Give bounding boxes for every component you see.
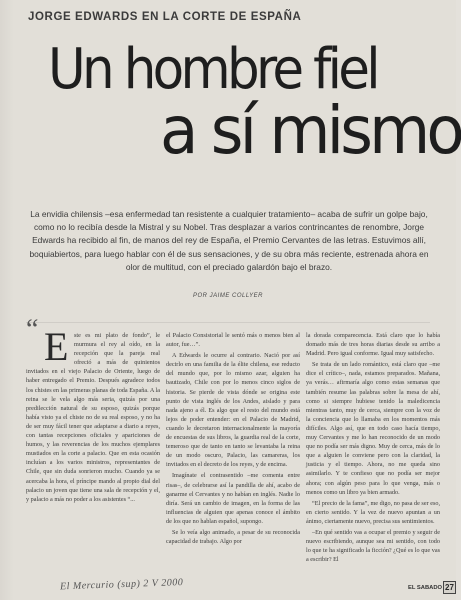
paragraph: Se trata de un lado romántico, está claro que –me dice el crítico–, nada, estamos preparados. Mañana, ya verás… afirmaría algo como estas semanas que también resume las palabras sobre la mesa de ahí, como si siempre hubiese tenido la maledicencia mientras tanto, muy de cerca, siempre con la voz de la conciencia que lo llamaba en los momentos más difíciles. Algo así, que en todo caso hacía tiempo, muy Cervantes y me lo han reconocido de un modo que no podía ser más digno. Muy de cerca, más de lo que a alguien le conviene pero con la claridad, la justicia y el tiempo. Ahora, no me queda sino asimilarlo. Y te confieso que no podía ser mejor ahora; con algún peso para lo que venga, más o menos como un libro ya bien armado.	[306, 361, 440, 496]
quote-mark: “	[26, 314, 39, 345]
article-column-3	[306, 331, 440, 564]
byline: POR JAIME COLLYER	[193, 293, 263, 299]
paragraph: Se lo veía algo animado, a pesar de su reconocida capacidad de trabajo. Algo por	[166, 528, 300, 546]
headline-line-1: Un hombre fiel	[48, 37, 377, 102]
headline-line-2: a sí mismo	[160, 92, 461, 169]
paragraph: ste es mi plato de fondo”, le murmura el rey al oído, en la recepción que la pareja real ofreció a más de quinientos invitados en el viejo Palacio de Oriente, luego de haber entregado el Premio. Después agradece todos los chistes en las primeras planas de toda España. A la reina se le vela algo más seria, quizás por una predilección natural de su esposo, quizás porque había visto ya el chiste no de su real esposo, y no ha de ser muy fácil tener que adaptarse a diario a reyes, con tantas recepciones oficiales y apariciones de humos, y las reverencias de los muchos ejemplares mustiados en la corte a palacio. Que en esta ocasión incluían a los varios ministros, representantes de Chile, que sin duda sonrieron mucho. Cuando ya se acercaba la hora, el príncipe mando al propio dial del palacio un joven que tiene una sala de recepción y el, y palacio a más no poder a los asistentes “...	[26, 332, 160, 503]
paragraph: la dorada comparecencia. Está claro que lo había domado más de tres horas diarias desde su arribo a Madrid. Pero igual conforme. Igual muy satisfecho.	[306, 332, 440, 358]
dropcap: E	[44, 324, 69, 369]
paragraph: “El precio de la fama”, me digo, no pasa de ser eso, en cierto sentido. Y la vez de nuevo apuntan a un ánimo, ciertamente nuevo, precisa sus sentimientos.	[306, 499, 440, 525]
article-column-2	[166, 331, 300, 575]
paragraph: –En qué sentido vas a ocupar el premio y seguir de nuevo escribiendo, aunque sea mi sentido, con todo lo que te ha significado la ficción? ¿Qué es lo que vas a escribir? El	[306, 528, 440, 564]
publication-name: EL SABADO	[408, 585, 443, 591]
lead-paragraph: La envidia chilensis –esa enfermedad tan resistente a cualquier tratamiento– acaba de sufrir un golpe bajo, como no lo recibía desde la Mistral y su Nobel. Tras desplazar a varios contrincantes de renombre, Jorge Edwards ha recibido al fin, de manos del rey de España, el Premio Cervantes de las letras. Estuvimos allí, boquiabiertos, para luego hablar con él de sus sensaciones, y de su obra más reciente, estrenada ahora en olor de multitud, con el preciado galardón bajo el brazo.	[29, 209, 429, 272]
paragraph: A Edwards le ocurre al contrario. Nació por así decirlo en una familia de la élite chilena, ese reducto del mundo que, por lo mismo azar, alguien ha bautizado, Chile con por lo menos cinco siglos de historia. Se pierde de vista dónde se origina este punto de vista inglés de los Andes, aislado y para nada ajeno a él. Es algo que el resto del mundo está lejos de poder entender: en el Palacio de Madrid, cuando le decretaron internacionalmente la mayoría de encuestas de sus libros, la guardia real de la corte, temeroso que de tanto en tanto se levantaba la reina de un modo oscuro, Palacio, las camareras, los invitados en el decreto de los reyes, y de encima.	[166, 352, 300, 469]
handwritten-note: El Mercurio (sup) 2 V 2000	[59, 577, 184, 593]
paragraph: el Palacio Consistorial le sentó más o menos bien al autor, fue…”.	[166, 332, 300, 349]
divider	[26, 322, 430, 323]
dropcap-block	[26, 314, 74, 369]
headline	[0, 37, 461, 178]
page-number: 27	[443, 581, 456, 594]
article-column-1	[26, 314, 160, 575]
paragraph: Imagínate el contrasentido –me comenta entre risas–, de celebrarse así la pandilla de ahí, acabo de ganarme el Cervantes y no habían en inglés. Nadie lo diría. Será un cambio de imagen, en la forma de las influencias de alguien que apenas conoce el ámbito de los que no hablan español, supongo.	[166, 472, 300, 525]
kicker: JORGE EDWARDS EN LA CORTE DE ESPAÑA	[28, 11, 302, 23]
